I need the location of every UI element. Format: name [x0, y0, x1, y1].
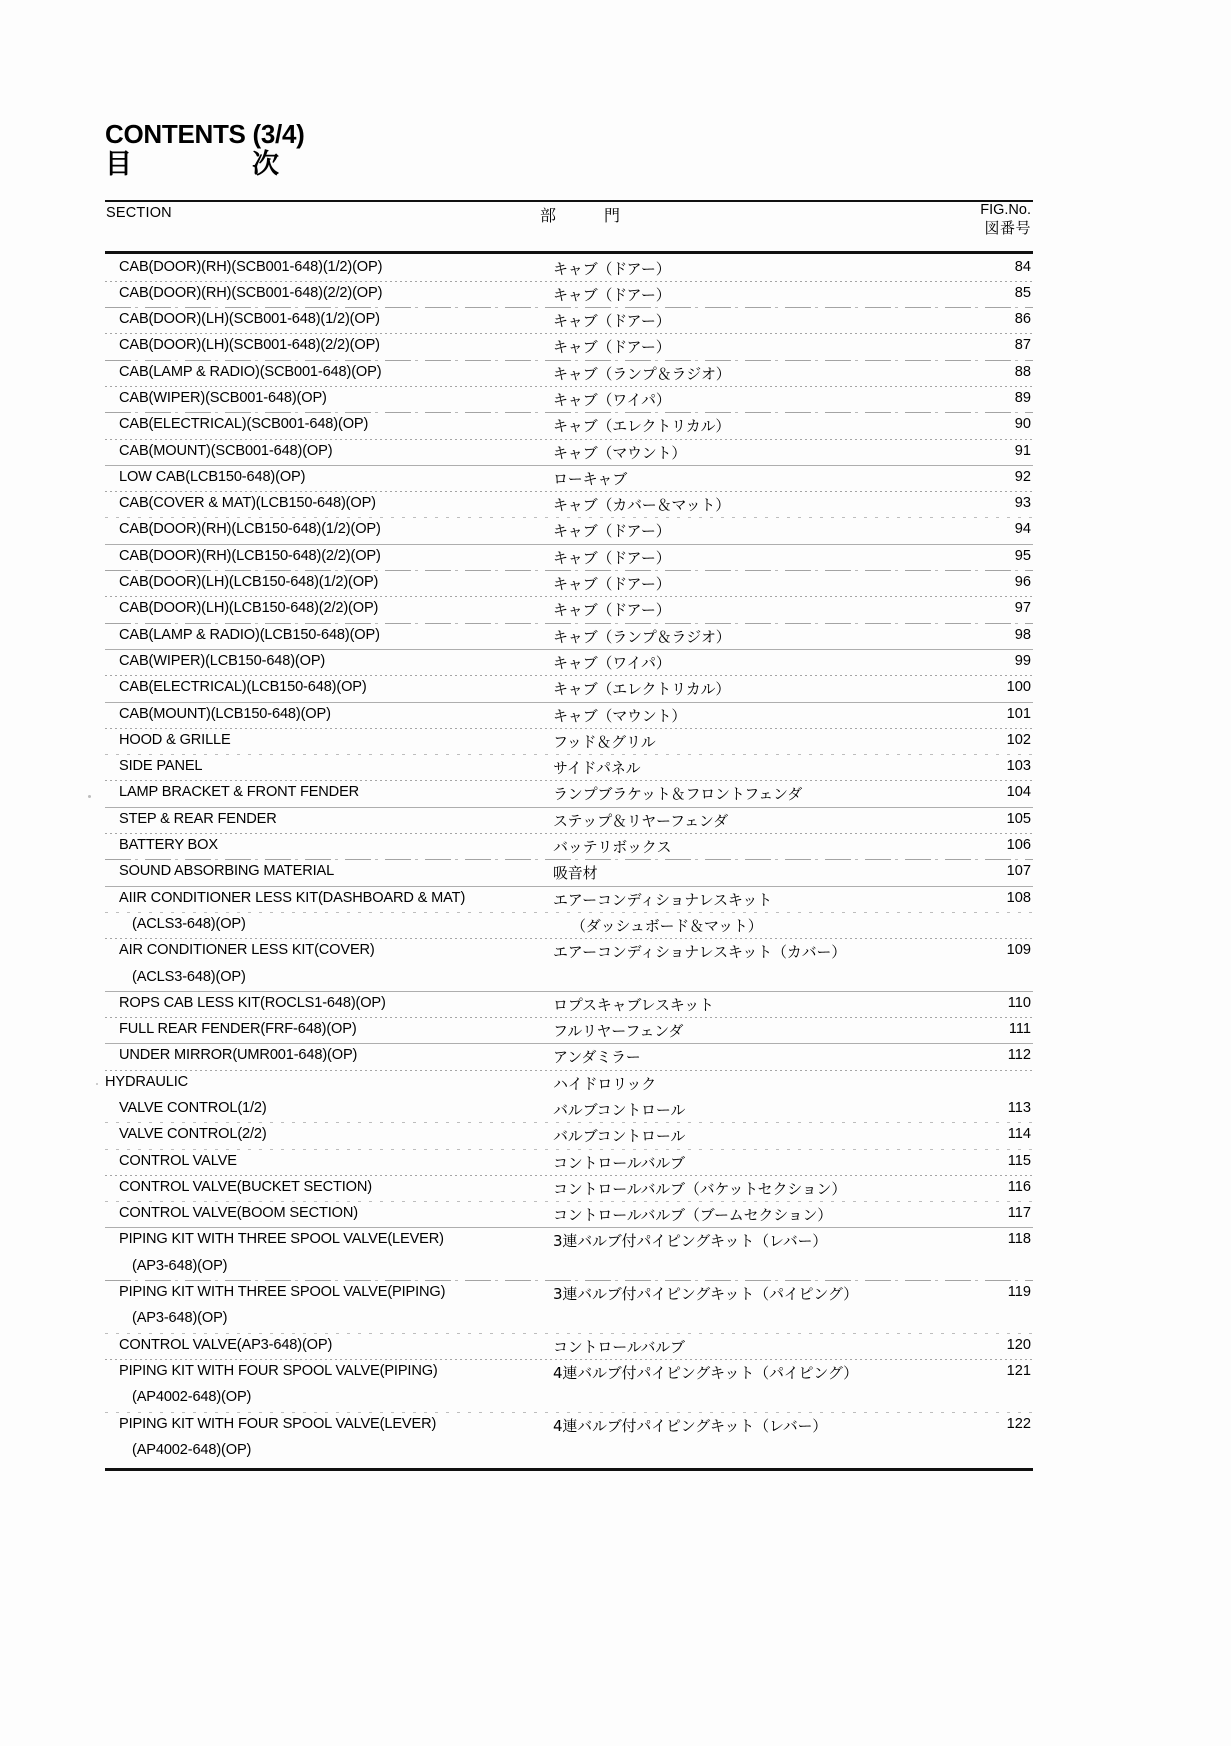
column-header-fig-no-english: FIG.No.	[980, 202, 1031, 218]
section-name-english: SOUND ABSORBING MATERIAL	[119, 863, 335, 880]
table-row[interactable]	[105, 387, 1033, 413]
section-name-english: CAB(DOOR)(RH)(LCB150-648)(2/2)(OP)	[119, 547, 381, 564]
table-row[interactable]	[105, 966, 1033, 992]
section-name-english: CAB(COVER & MAT)(LCB150-648)(OP)	[119, 495, 376, 512]
section-name-english: CAB(WIPER)(LCB150-648)(OP)	[119, 652, 326, 669]
section-name-japanese: キャブ（ワイパ）	[553, 653, 671, 672]
figure-number: 99	[1014, 652, 1031, 669]
table-row[interactable]	[105, 308, 1033, 334]
figure-number: 84	[1014, 258, 1031, 275]
scan-artifact	[88, 795, 91, 798]
section-name-japanese: （ダッシュボード＆マット）	[571, 916, 763, 935]
figure-number: 96	[1014, 574, 1031, 591]
section-name-english: CONTROL VALVE(BUCKET SECTION)	[119, 1178, 372, 1195]
section-name-english: PIPING KIT WITH THREE SPOOL VALVE(LEVER)	[119, 1231, 444, 1248]
figure-number: 92	[1014, 468, 1031, 485]
figure-number: 116	[1007, 1178, 1031, 1195]
section-name-japanese: ランプブラケット＆フロントフェンダ	[553, 785, 803, 804]
section-name-english: (AP3-648)(OP)	[132, 1310, 228, 1327]
section-name-english: AIR CONDITIONER LESS KIT(COVER)	[119, 942, 375, 959]
section-name-english: (AP3-648)(OP)	[132, 1257, 228, 1274]
section-name-english: (ACLS3-648)(OP)	[132, 968, 246, 985]
section-name-english: CAB(MOUNT)(LCB150-648)(OP)	[119, 705, 331, 722]
section-name-english: PIPING KIT WITH FOUR SPOOL VALVE(PIPING)	[119, 1362, 438, 1379]
section-name-english: CAB(DOOR)(LH)(LCB150-648)(2/2)(OP)	[119, 600, 379, 617]
section-name-english: SIDE PANEL	[119, 758, 203, 775]
section-name-english: (AP4002-648)(OP)	[132, 1441, 252, 1458]
table-row[interactable]	[105, 676, 1033, 702]
section-name-japanese: バルブコントロール	[553, 1101, 686, 1119]
section-name-english: ROPS CAB LESS KIT(ROCLS1-648)(OP)	[119, 994, 386, 1011]
section-name-english: BATTERY BOX	[119, 837, 218, 854]
table-row[interactable]	[105, 571, 1033, 597]
table-row[interactable]	[105, 1176, 1033, 1202]
table-row[interactable]	[105, 729, 1033, 755]
section-name-japanese: キャブ（ランプ＆ラジオ）	[553, 627, 731, 646]
figure-number: 107	[1006, 863, 1031, 880]
column-header-fig-no-japanese: 図番号	[984, 219, 1031, 238]
table-row[interactable]	[105, 913, 1033, 939]
section-name-english: UNDER MIRROR(UMR001-648)(OP)	[119, 1047, 358, 1064]
table-row[interactable]	[105, 624, 1033, 650]
table-row[interactable]	[105, 755, 1033, 781]
page-header	[105, 120, 1035, 180]
table-of-contents	[105, 251, 1033, 1471]
section-name-japanese: ロプスキャブレスキット	[553, 995, 714, 1014]
table-row[interactable]	[105, 361, 1033, 387]
figure-number: 121	[1006, 1362, 1031, 1379]
figure-number: 105	[1006, 810, 1031, 827]
section-name-japanese: サイドパネル	[553, 759, 641, 778]
section-name-english: CAB(DOOR)(RH)(LCB150-648)(1/2)(OP)	[119, 521, 381, 538]
figure-number: 112	[1007, 1047, 1031, 1064]
figure-number: 93	[1014, 495, 1031, 512]
table-top-rule	[105, 251, 1033, 254]
figure-number: 106	[1006, 837, 1031, 854]
section-name-english: CAB(DOOR)(RH)(SCB001-648)(2/2)(OP)	[119, 284, 383, 301]
section-name-english: CAB(MOUNT)(SCB001-648)(OP)	[119, 442, 333, 459]
table-row[interactable]	[105, 466, 1033, 492]
figure-number: 115	[1007, 1152, 1031, 1169]
table-row[interactable]	[105, 1071, 1033, 1097]
section-name-english: FULL REAR FENDER(FRF-648)(OP)	[119, 1021, 357, 1038]
section-name-japanese: キャブ（ドアー）	[553, 522, 671, 541]
figure-number: 111	[1008, 1021, 1031, 1038]
figure-number: 101	[1006, 705, 1031, 722]
section-name-japanese: キャブ（ドアー）	[553, 285, 671, 304]
section-name-english: CAB(DOOR)(LH)(SCB001-648)(2/2)(OP)	[119, 337, 380, 354]
table-row[interactable]	[105, 1307, 1033, 1333]
scan-artifact	[96, 1083, 98, 1085]
table-row[interactable]	[105, 1334, 1033, 1360]
table-row[interactable]	[105, 334, 1033, 360]
section-name-english: (AP4002-648)(OP)	[132, 1389, 252, 1406]
section-name-japanese: キャブ（カバー＆マット）	[553, 496, 731, 515]
section-name-japanese: コントロールバルブ	[553, 1337, 685, 1356]
table-row[interactable]	[105, 650, 1033, 676]
figure-number: 113	[1007, 1100, 1031, 1116]
figure-number: 97	[1014, 600, 1031, 617]
section-name-english: CAB(ELECTRICAL)(SCB001-648)(OP)	[119, 416, 369, 433]
section-name-english: CONTROL VALVE(AP3-648)(OP)	[119, 1336, 333, 1353]
section-name-english: CAB(DOOR)(LH)(SCB001-648)(1/2)(OP)	[119, 311, 380, 328]
section-name-japanese: バッテリボックス	[553, 838, 672, 857]
section-name-japanese: ハイドロリック	[553, 1074, 657, 1093]
table-row[interactable]	[105, 1150, 1033, 1176]
section-name-japanese: キャブ（ドアー）	[553, 575, 671, 594]
section-name-english: CAB(ELECTRICAL)(LCB150-648)(OP)	[119, 679, 367, 696]
figure-number: 114	[1007, 1126, 1031, 1143]
section-name-english: AIIR CONDITIONER LESS KIT(DASHBOARD & MAT)	[119, 889, 466, 906]
table-row[interactable]	[105, 1386, 1033, 1412]
section-name-japanese: 吸音材	[553, 864, 598, 883]
figure-number: 98	[1014, 626, 1031, 643]
section-name-english: CAB(LAMP & RADIO)(LCB150-648)(OP)	[119, 626, 380, 643]
section-name-japanese: コントロールバルブ	[553, 1153, 685, 1172]
table-row[interactable]	[105, 1202, 1033, 1228]
table-row[interactable]	[105, 1018, 1033, 1044]
section-name-english: LOW CAB(LCB150-648)(OP)	[119, 468, 306, 485]
table-row[interactable]	[105, 1097, 1033, 1123]
figure-number: 110	[1007, 994, 1031, 1011]
section-name-english: CAB(DOOR)(RH)(SCB001-648)(1/2)(OP)	[119, 258, 383, 275]
section-name-japanese: キャブ（ドアー）	[553, 259, 671, 278]
table-row[interactable]	[105, 1413, 1033, 1439]
section-name-japanese: 4連バルブ付パイピングキット（レバー）	[553, 1416, 828, 1435]
section-name-japanese: キャブ（ワイパ）	[553, 390, 671, 409]
figure-number: 100	[1006, 679, 1031, 696]
table-row[interactable]	[105, 992, 1033, 1018]
figure-number: 117	[1007, 1205, 1031, 1222]
section-name-english: (ACLS3-648)(OP)	[132, 915, 246, 932]
figure-number: 120	[1006, 1336, 1031, 1353]
table-row[interactable]	[105, 545, 1033, 571]
section-name-english: CONTROL VALVE	[119, 1152, 237, 1169]
section-name-japanese: 3連バルブ付パイピングキット（パイピング）	[553, 1285, 858, 1304]
section-name-english: CAB(LAMP & RADIO)(SCB001-648)(OP)	[119, 363, 382, 380]
section-name-japanese: エアーコンディショナレスキット（カバー）	[553, 943, 847, 962]
figure-number: 88	[1014, 363, 1031, 380]
section-name-english: CONTROL VALVE(BOOM SECTION)	[119, 1205, 358, 1222]
section-name-english: PIPING KIT WITH THREE SPOOL VALVE(PIPING)	[119, 1284, 446, 1301]
section-name-japanese: バルブコントロール	[553, 1127, 686, 1146]
table-row[interactable]	[105, 282, 1033, 308]
table-row[interactable]	[105, 597, 1033, 623]
section-name-japanese: キャブ（ドアー）	[553, 601, 671, 620]
table-body	[105, 256, 1033, 1466]
column-header-section: SECTION	[106, 205, 172, 221]
figure-number: 118	[1007, 1231, 1031, 1248]
figure-number: 109	[1006, 942, 1031, 959]
section-name-japanese: キャブ（ドアー）	[553, 548, 671, 567]
figure-number: 86	[1014, 311, 1031, 328]
section-name-japanese: 3連バルブ付パイピングキット（レバー）	[553, 1232, 828, 1251]
header-rule	[105, 200, 1033, 202]
section-name-english: STEP & REAR FENDER	[119, 810, 277, 827]
figure-number: 102	[1006, 731, 1031, 748]
table-row[interactable]	[105, 887, 1033, 913]
section-name-japanese: ステップ＆リヤーフェンダ	[553, 811, 728, 830]
figure-number: 90	[1014, 416, 1031, 433]
table-row[interactable]	[105, 1228, 1033, 1254]
section-name-japanese: コントロールバルブ（バケットセクション）	[553, 1179, 847, 1198]
section-name-japanese: エアーコンディショナレスキット	[553, 890, 773, 909]
table-row[interactable]	[105, 1439, 1033, 1465]
figure-number: 103	[1006, 758, 1031, 775]
section-name-japanese: キャブ（エレクトリカル）	[553, 680, 731, 699]
section-name-japanese: フッド＆グリル	[553, 732, 656, 751]
table-row[interactable]	[105, 1123, 1033, 1149]
table-row[interactable]	[105, 440, 1033, 466]
section-name-japanese: キャブ（マウント）	[553, 443, 687, 462]
section-name-english: PIPING KIT WITH FOUR SPOOL VALVE(LEVER)	[119, 1415, 437, 1432]
figure-number: 87	[1014, 337, 1031, 354]
table-row[interactable]	[105, 834, 1033, 860]
figure-number: 95	[1014, 547, 1031, 564]
table-row[interactable]	[105, 860, 1033, 886]
table-row[interactable]	[105, 1044, 1033, 1070]
table-row[interactable]	[105, 939, 1033, 965]
figure-number: 119	[1007, 1284, 1031, 1301]
section-name-english: CAB(DOOR)(LH)(LCB150-648)(1/2)(OP)	[119, 574, 379, 591]
table-bottom-rule	[105, 1468, 1033, 1471]
figure-number: 91	[1014, 442, 1031, 459]
section-name-japanese: キャブ（ドアー）	[553, 338, 671, 357]
section-name-english: CAB(WIPER)(SCB001-648)(OP)	[119, 389, 327, 406]
column-header-fig-no	[980, 201, 1031, 238]
section-name-english: VALVE CONTROL(2/2)	[119, 1126, 267, 1143]
figure-number: 85	[1014, 284, 1031, 301]
figure-number: 108	[1006, 889, 1031, 906]
table-row[interactable]	[105, 492, 1033, 518]
figure-number: 94	[1014, 521, 1031, 538]
section-name-japanese: キャブ（マウント）	[553, 706, 687, 725]
table-column-headers	[105, 200, 1033, 248]
section-name-japanese: キャブ（ランプ＆ラジオ）	[553, 364, 731, 383]
section-name-english: HYDRAULIC	[105, 1073, 188, 1090]
section-name-english: LAMP BRACKET & FRONT FENDER	[119, 784, 360, 801]
section-name-english: VALVE CONTROL(1/2)	[119, 1100, 267, 1116]
figure-number: 89	[1014, 389, 1031, 406]
column-header-bumon: 部 門	[540, 206, 637, 225]
table-row[interactable]	[105, 781, 1033, 807]
table-row[interactable]	[105, 518, 1033, 544]
figure-number: 104	[1006, 784, 1031, 801]
figure-number: 122	[1006, 1415, 1031, 1432]
section-name-japanese: フルリヤーフェンダ	[553, 1022, 684, 1041]
section-name-japanese: コントロールバルブ（ブームセクション）	[553, 1206, 833, 1225]
table-row[interactable]	[105, 1360, 1033, 1386]
table-row[interactable]	[105, 413, 1033, 439]
page-title-english: CONTENTS (3/4)	[105, 119, 305, 149]
section-name-japanese: 4連バルブ付パイピングキット（パイピング）	[553, 1363, 858, 1382]
table-row[interactable]	[105, 1255, 1033, 1281]
table-row[interactable]	[105, 703, 1033, 729]
section-name-japanese: ローキャブ	[553, 469, 628, 488]
page-title-japanese: 目 次	[105, 149, 301, 181]
table-row[interactable]	[105, 1281, 1033, 1307]
section-name-english: HOOD & GRILLE	[119, 731, 231, 748]
section-name-japanese: キャブ（エレクトリカル）	[553, 417, 731, 436]
section-name-japanese: キャブ（ドアー）	[553, 312, 671, 331]
section-name-japanese: アンダミラー	[553, 1048, 641, 1067]
table-row[interactable]	[105, 256, 1033, 282]
table-row[interactable]	[105, 808, 1033, 834]
